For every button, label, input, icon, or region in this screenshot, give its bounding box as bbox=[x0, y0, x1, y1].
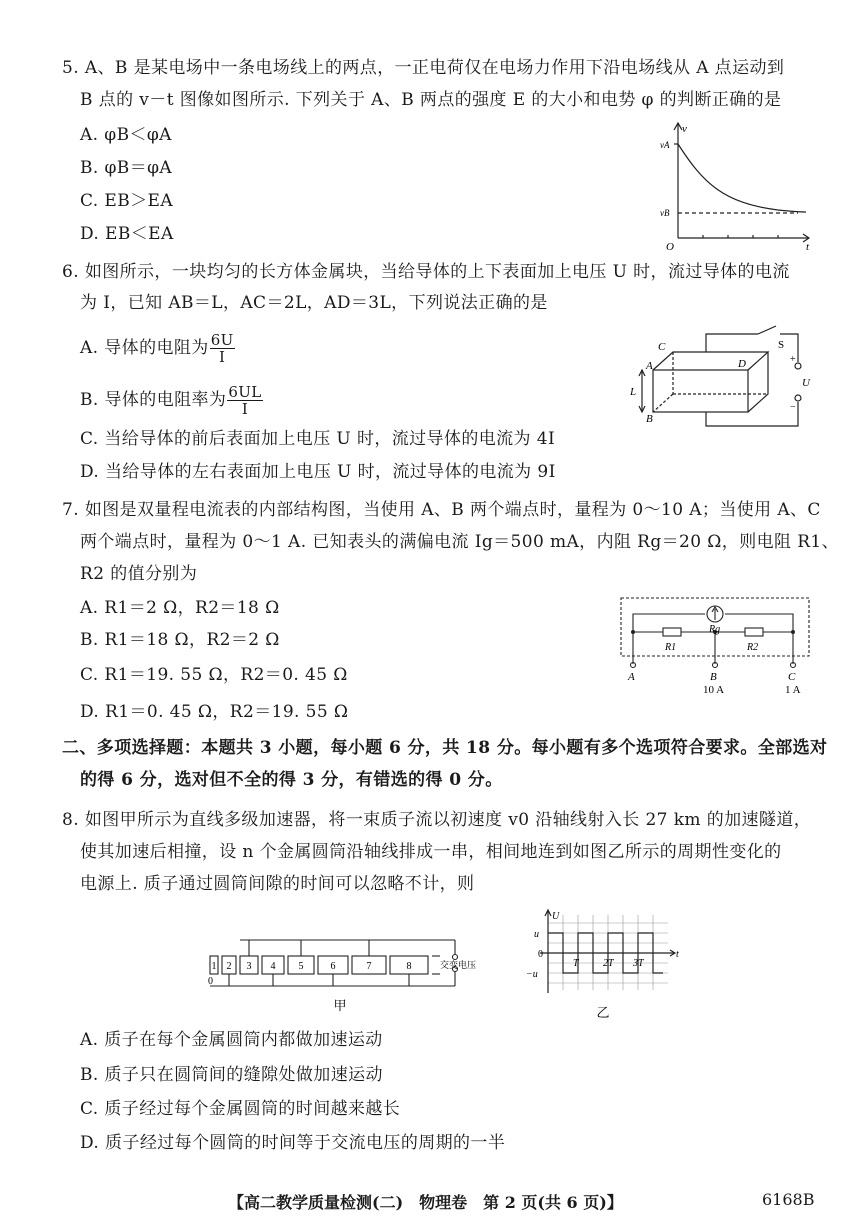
page-footer-code: 6168B bbox=[762, 1190, 815, 1209]
q8-period-3t: 3T bbox=[633, 958, 644, 969]
q7-terminal-b: B bbox=[710, 671, 717, 683]
q5-stem-line-1: 5. A、B 是某电场中一条电场线上的两点，一正电荷仅在电场力作用下沿电场线从 A 点运动到 bbox=[62, 58, 785, 78]
q7-range-b: 10 A bbox=[703, 684, 725, 696]
q8-option-a: A. 质子在每个金属圆筒内都做加速运动 bbox=[80, 1030, 383, 1050]
q8-neg-u-label: −u bbox=[526, 969, 538, 980]
q8-tube-2: 2 bbox=[226, 961, 232, 972]
q7-terminal-a: A bbox=[628, 671, 635, 683]
q6-label-l: L bbox=[630, 386, 637, 398]
q6-label-d: D bbox=[738, 358, 746, 370]
q5-origin-label: O bbox=[666, 241, 674, 253]
q8-square-wave-figure bbox=[518, 905, 698, 1023]
q6-label-b: B bbox=[646, 413, 653, 425]
q5-option-b: B. φB＝φA bbox=[80, 158, 173, 178]
q5-v-axis-label: v bbox=[682, 123, 687, 135]
q5-va-label: vA bbox=[660, 140, 670, 150]
q8-tube-5: 5 bbox=[298, 961, 304, 972]
q6-stem-line-1: 6. 如图所示，一块均匀的长方体金属块，当给导体的上下表面加上电压 U 时，流过导体的电流 bbox=[62, 262, 790, 282]
q6-option-b-fraction bbox=[227, 384, 262, 417]
q7-ammeter-circuit bbox=[615, 592, 815, 697]
q6-metal-block-figure bbox=[628, 322, 818, 432]
q8-tube-3: 3 bbox=[246, 961, 252, 972]
q8-u-axis-label: U bbox=[552, 911, 560, 922]
q7-terminal-c: C bbox=[788, 671, 796, 683]
q8-period-t: T bbox=[573, 958, 579, 969]
q8-u-level-label: u bbox=[534, 929, 539, 940]
q5-option-d: D. EB＜EA bbox=[80, 224, 174, 244]
q6-option-a-fraction bbox=[210, 332, 235, 365]
q7-stem-line-1: 7. 如图是双量程电流表的内部结构图，当使用 A、B 两个端点时，量程为 0～10 A；当使用 A、C bbox=[62, 500, 821, 520]
q8-caption-yi: 乙 bbox=[596, 1005, 610, 1020]
q5-stem-line-2: B 点的 v－t 图像如图所示. 下列关于 A、B 两点的强度 E 的大小和电势 φ 的判断正确的是 bbox=[80, 90, 782, 110]
q8-ac-source-label: 交变电压 bbox=[440, 960, 477, 970]
q6-option-b-denominator: I bbox=[241, 400, 249, 418]
q7-range-c: 1 A bbox=[785, 684, 801, 696]
q8-tube-4: 4 bbox=[270, 961, 276, 972]
section-2-heading-line-2: 的得 6 分，选对但不全的得 3 分，有错选的得 0 分。 bbox=[80, 770, 503, 790]
q7-rg-label: Rg bbox=[709, 624, 721, 635]
q8-wave-zero: 0 bbox=[538, 949, 543, 960]
q8-option-b: B. 质子只在圆筒间的缝隙处做加速运动 bbox=[80, 1065, 383, 1085]
q7-option-c: C. R1＝19. 55 Ω，R2＝0. 45 Ω bbox=[80, 665, 348, 685]
q5-option-c: C. EB＞EA bbox=[80, 191, 173, 211]
q5-option-a: A. φB＜φA bbox=[80, 125, 172, 145]
q5-vt-graph bbox=[648, 118, 818, 253]
q7-r2-label: R2 bbox=[747, 642, 759, 653]
q7-option-d: D. R1＝0. 45 Ω，R2＝19. 55 Ω bbox=[80, 702, 349, 722]
q8-tube-1: 1 bbox=[211, 961, 217, 972]
q6-stem-line-2: 为 I，已知 AB＝L，AC＝2L，AD＝3L，下列说法正确的是 bbox=[80, 293, 548, 313]
q6-option-a bbox=[80, 332, 235, 365]
q7-option-a: A. R1＝2 Ω，R2＝18 Ω bbox=[80, 598, 280, 618]
q6-option-b-text: B. 导体的电阻率为 bbox=[80, 390, 227, 410]
q8-period-2t: 2T bbox=[603, 958, 614, 969]
q7-stem-line-2: 两个端点时，量程为 0～1 A. 已知表头的满偏电流 Ig＝500 mA，内阻 Rg＝20 Ω，则电阻 R1、 bbox=[80, 532, 840, 552]
q6-option-b bbox=[80, 384, 263, 417]
q8-tube-8: 8 bbox=[406, 961, 412, 972]
q8-stem-line-2: 使其加速后相撞，设 n 个金属圆筒沿轴线排成一串，相间地连到如图乙所示的周期性变化的 bbox=[80, 842, 782, 862]
q6-minus-label: − bbox=[790, 402, 796, 413]
q6-option-a-text: A. 导体的电阻为 bbox=[80, 338, 209, 358]
q8-caption-jia: 甲 bbox=[333, 998, 347, 1013]
q7-stem-line-3: R2 的值分别为 bbox=[80, 564, 198, 584]
q7-r1-label: R1 bbox=[665, 642, 677, 653]
q8-stem-line-3: 电源上. 质子通过圆筒间隙的时间可以忽略不计，则 bbox=[80, 874, 475, 894]
q8-option-d: D. 质子经过每个圆筒的时间等于交流电压的周期的一半 bbox=[80, 1133, 506, 1153]
q6-option-b-numerator: 6UL bbox=[228, 383, 262, 401]
q6-option-a-denominator: I bbox=[219, 348, 226, 366]
q6-label-c: C bbox=[658, 341, 666, 353]
page-footer-title: 【高二教学质量检测(二) 物理卷 第 2 页(共 6 页)】 bbox=[228, 1193, 623, 1212]
q8-accelerator-figure bbox=[200, 932, 480, 1022]
q6-switch-label: S bbox=[778, 339, 785, 351]
q8-start-zero: 0 bbox=[208, 976, 213, 987]
q5-t-axis-label: t bbox=[806, 241, 810, 253]
q6-option-d: D. 当给导体的左右表面加上电压 U 时，流过导体的电流为 9I bbox=[80, 462, 556, 482]
q8-tube-7: 7 bbox=[366, 961, 372, 972]
q6-option-c: C. 当给导体的前后表面加上电压 U 时，流过导体的电流为 4I bbox=[80, 429, 556, 449]
q6-label-a: A bbox=[646, 360, 653, 372]
q8-option-c: C. 质子经过每个金属圆筒的时间越来越长 bbox=[80, 1099, 401, 1119]
q8-tube-6: 6 bbox=[330, 961, 336, 972]
q6-voltage-label: U bbox=[802, 377, 810, 389]
q8-stem-line-1: 8. 如图甲所示为直线多级加速器，将一束质子流以初速度 v0 沿轴线射入长 27 km 的加速隧道， bbox=[62, 810, 812, 830]
q6-plus-label: + bbox=[790, 354, 796, 365]
q8-t-axis-label: t bbox=[676, 949, 679, 960]
q7-option-b: B. R1＝18 Ω，R2＝2 Ω bbox=[80, 630, 280, 650]
q6-option-a-numerator: 6U bbox=[210, 331, 234, 349]
section-2-heading-line-1: 二、多项选择题：本题共 3 小题，每小题 6 分，共 18 分。每小题有多个选项符合要求。全部选对 bbox=[62, 738, 828, 758]
q5-vb-label: vB bbox=[660, 208, 670, 218]
